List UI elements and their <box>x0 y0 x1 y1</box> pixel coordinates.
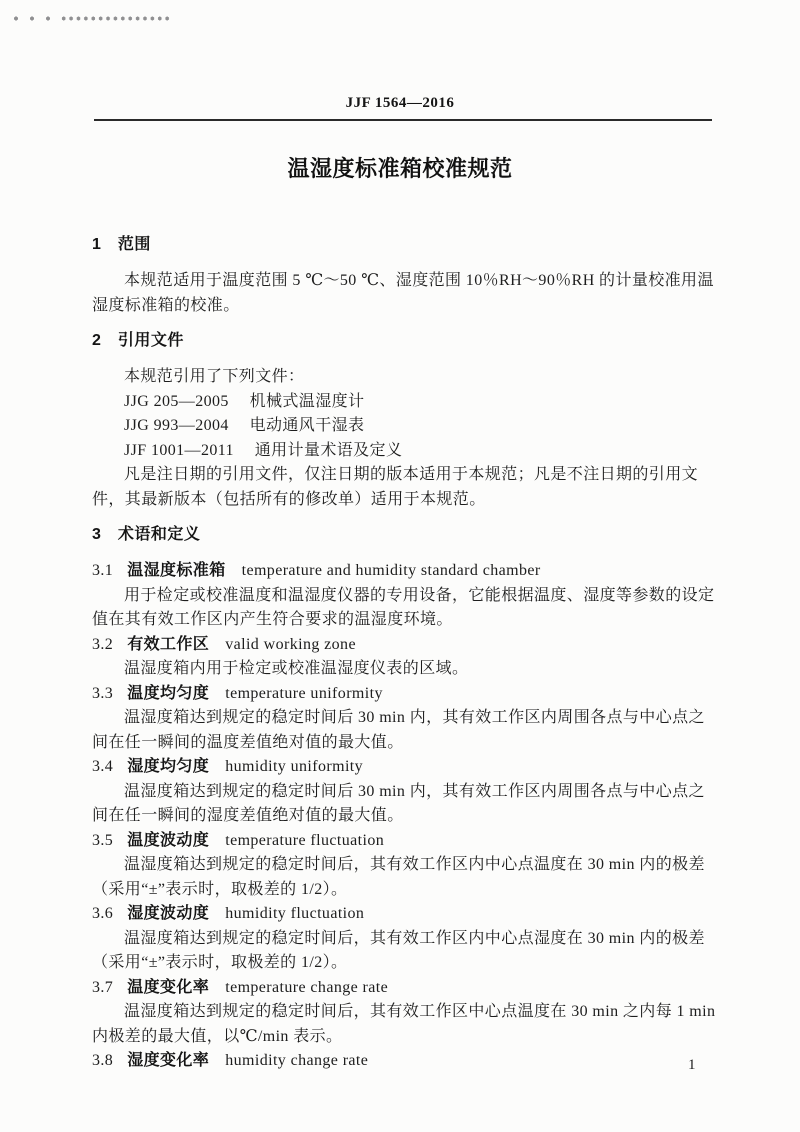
scan-dots-sparse <box>8 16 52 21</box>
body-line: 值在其有效工作区内产生符合要求的温湿度环境。 <box>92 611 453 628</box>
body-line: 温湿度箱达到规定的稳定时间后，其有效工作区内中心点湿度在 30 min 内的极差 <box>124 929 705 947</box>
body-line: 温湿度箱达到规定的稳定时间后，其有效工作区中心点温度在 30 min 之内每 1 min <box>124 1003 716 1020</box>
page-title: 温湿度标准箱校准规范 <box>287 156 513 181</box>
body-line: 间在任一瞬间的温度差值绝对值的最大值。 <box>92 733 404 751</box>
term-definition-line <box>92 633 712 658</box>
body-line: 本规范适用于温度范围 5 ℃～50 ℃、湿度范围 10％RH～90％RH 的计量校准用温 <box>124 272 714 289</box>
term-chinese: 温度波动度 <box>127 831 210 849</box>
term-number: 3.7 <box>92 978 114 996</box>
term-definition-line <box>92 902 712 927</box>
scan-dots <box>8 15 172 21</box>
header-rule <box>94 119 712 121</box>
section-heading: 1 范围 <box>92 236 151 253</box>
section-heading: 3 术语和定义 <box>92 526 201 543</box>
term-chinese: 湿度波动度 <box>127 905 210 922</box>
term-english: humidity fluctuation <box>225 905 365 922</box>
term-english: temperature uniformity <box>225 684 383 702</box>
body-line: 湿度标准箱的校准。 <box>92 296 240 314</box>
term-number: 3.2 <box>92 635 114 653</box>
term-english: humidity uniformity <box>225 758 364 775</box>
scan-dots-dense <box>60 16 172 21</box>
term-definition-line <box>92 559 712 584</box>
body-line: 本规范引用了下列文件： <box>124 368 305 385</box>
body-line: 温湿度箱达到规定的稳定时间后，其有效工作区内中心点温度在 30 min 内的极差 <box>124 856 705 873</box>
document-body <box>92 222 716 1074</box>
section-heading: 2 引用文件 <box>92 332 184 349</box>
body-line: JJG 993—2004 电动通风干湿表 <box>124 417 365 434</box>
term-number: 3.3 <box>92 684 114 702</box>
term-number: 3.4 <box>92 758 114 775</box>
term-english: temperature change rate <box>225 978 389 996</box>
body-line: 内极差的最大值，以℃/min 表示。 <box>92 1027 343 1045</box>
page-number: 1 <box>688 1057 696 1073</box>
term-number: 3.5 <box>92 831 114 849</box>
term-definition-line <box>92 829 712 854</box>
term-chinese: 湿度均匀度 <box>127 758 210 775</box>
term-english: valid working zone <box>225 635 356 653</box>
term-chinese: 温度均匀度 <box>127 684 210 702</box>
term-english: temperature fluctuation <box>225 831 385 849</box>
standard-number: JJF 1564—2016 <box>345 95 455 111</box>
term-definition-line <box>92 755 712 780</box>
term-definition-line <box>92 1049 712 1074</box>
term-chinese: 有效工作区 <box>127 635 210 653</box>
body-line: 凡是注日期的引用文件，仅注日期的版本适用于本规范；凡是不注日期的引用文 <box>124 466 699 483</box>
term-number: 3.6 <box>92 905 114 922</box>
term-chinese: 温度变化率 <box>127 978 210 996</box>
term-english: temperature and humidity standard chamber <box>241 562 541 579</box>
term-number: 3.8 <box>92 1052 114 1069</box>
body-line: JJG 205—2005 机械式温湿度计 <box>124 392 365 410</box>
body-line: 用于检定或校准温度和温湿度仪器的专用设备，它能根据温度、湿度等参数的设定 <box>124 586 715 604</box>
body-line: JJF 1001—2011 通用计量术语及定义 <box>124 441 403 459</box>
term-english: humidity change rate <box>225 1052 369 1069</box>
body-line: 间在任一瞬间的湿度差值绝对值的最大值。 <box>92 807 404 824</box>
term-definition-line <box>92 682 712 707</box>
body-line: 件，其最新版本（包括所有的修改单）适用于本规范。 <box>92 490 486 508</box>
body-line: （采用“±”表示时，取极差的 1/2）。 <box>92 880 348 898</box>
term-chinese: 温湿度标准箱 <box>127 562 226 579</box>
term-number: 3.1 <box>92 562 114 579</box>
body-line: （采用“±”表示时，取极差的 1/2）。 <box>92 954 348 971</box>
term-definition-line <box>92 976 712 1001</box>
body-line: 温湿度箱达到规定的稳定时间后 30 min 内，其有效工作区内周围各点与中心点之 <box>124 709 705 726</box>
body-line: 温湿度箱达到规定的稳定时间后 30 min 内，其有效工作区内周围各点与中心点之 <box>124 782 705 800</box>
term-chinese: 湿度变化率 <box>127 1052 210 1069</box>
body-line: 温湿度箱内用于检定或校准温湿度仪表的区域。 <box>124 660 469 677</box>
